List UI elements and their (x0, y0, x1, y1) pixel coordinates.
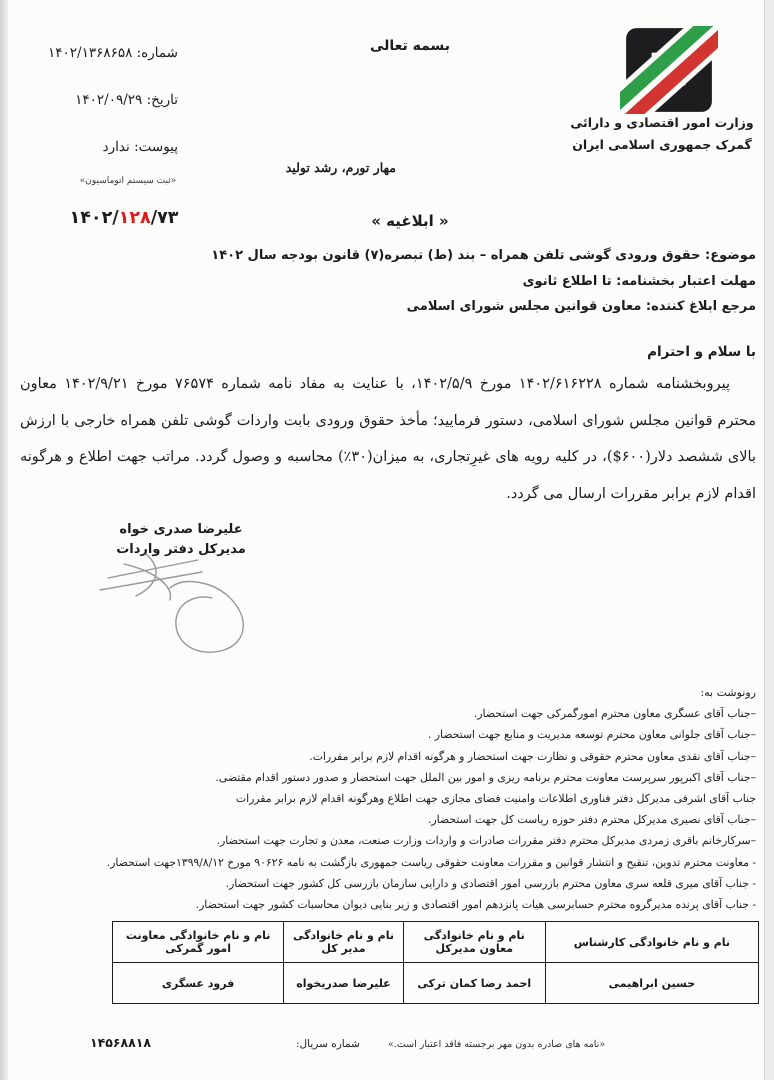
notice-number-part1: ۱۴۰۲/ (69, 208, 119, 228)
iran-customs-logo-icon (620, 26, 718, 114)
cc-section (14, 682, 756, 915)
letter-date-value: ۱۴۰۲/۰۹/۲۹ (75, 92, 143, 108)
organization-block (564, 112, 760, 156)
letter-number-label: شماره: (136, 45, 178, 61)
salutation: با سلام و احترام (647, 344, 756, 360)
cc-item: جناب آقای اشرفی مدیرکل دفتر فناوری اطلاعات وامنیت فضای مجازی جهت اطلاع وهرگونه اقدام لازم برابر مقررات (235, 792, 756, 806)
page-left-edge (0, 0, 8, 1080)
approval-table (112, 921, 759, 1004)
letter-date-label: تاریخ: (146, 92, 178, 108)
handwritten-signature (80, 548, 280, 658)
subject-block (18, 243, 756, 320)
approval-value-row (113, 963, 759, 1004)
cc-item: –سرکارخانم باقری زمردی مدیرکل محترم دفتر مقررات صادرات و واردات وزارت صنعت، معدن و تجارت جهت استحضار. (216, 834, 756, 848)
cc-item: –جناب آقای جلوانی معاون محترم توسعه مدیریت و منابع جهت استحضار . (427, 728, 756, 742)
attachment-label: پیوست: (134, 139, 178, 155)
page-right-edge (764, 0, 774, 1080)
value-customs-deputy: فرود عسگری (113, 963, 284, 1004)
letter-attachment-line (26, 124, 178, 171)
notice-title: « ابلاغیه » (371, 212, 449, 230)
serial-number-value: ۱۴۵۶۸۸۱۸ (90, 1035, 152, 1050)
letter-meta (26, 30, 178, 171)
basmala: بسمه تعالی (369, 38, 451, 54)
value-expert: حسین ابراهیمی (545, 963, 758, 1004)
serial-number-label: شماره سریال: (296, 1038, 360, 1050)
header-deputy-director: نام و نام خانوادگی معاون مدیرکل (403, 922, 545, 963)
header-customs-deputy: نام و نام خانوادگی معاونت امور گمرکی (113, 922, 284, 963)
cc-item: - معاونت محترم تدوین، تنقیح و انتشار قوانین و مقررات معاونت حقوقی ریاست جمهوری بازگشت به نامه ۹۰۶۲۶ مورخ ۱۳۹۹/۸/۱۲جهت استحضار. (106, 855, 756, 869)
cc-item: –جناب آقای عسگری معاون محترم امورگمرکی جهت استحضار. (473, 707, 756, 721)
body-paragraph: پیروبخشنامه شماره ۱۴۰۲/۶۱۶۲۲۸ مورخ ۱۴۰۲/۵/۹، با عنایت به مفاد نامه شماره ۷۶۵۷۴ مورخ ۱۴۰۲/۹/۲۱ معاون محترم قوانین مجلس شورای اسلامی، دستور فرمایید؛ مأخذ حقوق ورودی بابت واردات گوشی تلفن همراه خارجی با ارزش بالای ششصد دلار(۶۰۰$)، در کلیه رویه های غیرِتجاری، به میزان(۳۰٪) محاسبه و وصول گردد. مراتب جهت اطلاع و هرگونه اقدام لازم برابر مقررات ارسال می گردد. (20, 376, 756, 502)
issuing-authority-line: مرجع ابلاغ کننده: معاون قوانین مجلس شورای اسلامی (406, 299, 756, 314)
cc-item: - جناب آقای پرنده مدیرگروه محترم حسابرسی هیات پانزدهم امور اقتصادی و زیر بنایی دیوان محاسبات کشور جهت استحضار. (195, 898, 756, 912)
attachment-value: ندارد (102, 139, 130, 155)
cc-item: –جناب آقای نصیری مدیرکل محترم دفتر حوزه ریاست کل جهت استحضار. (427, 813, 756, 827)
year-slogan: مهار تورم، رشد تولید (285, 160, 396, 175)
header-expert: نام و نام خانوادگی کارشناس (545, 922, 758, 963)
footer-validity-note: «نامه های صادره بدون مهر برجسته فاقد اعتبار است.» (388, 1039, 606, 1050)
cc-item: - جناب آقای میری قلعه سری معاون محترم بازرسی امور اقتصادی و دارایی سازمان بازرسی کل کشور جهت استحضار. (225, 876, 756, 890)
value-director-general: علیرضا صدریخواه (284, 963, 404, 1004)
subject-line: موضوع: حقوق ورودی گوشی تلفن همراه – بند (ط) تبصره(۷) قانون بودجه سال ۱۴۰۲ (211, 248, 756, 263)
letter-number-value: ۱۴۰۲/۱۳۶۸۶۵۸ (48, 45, 133, 61)
organization-name: گمرک جمهوری اسلامی ایران (572, 137, 752, 152)
cc-heading: رونوشت به: (700, 686, 756, 699)
notice-number-part3: /۷۳ (150, 208, 179, 228)
cc-item: –جناب آقای اکبرپور سرپرست معاونت محترم برنامه ریزی و امور بین الملل جهت استحضار و صدور دستور اقدام مقتضی. (215, 770, 756, 784)
header-director-general: نام و نام خانوادگی مدیر کل (284, 922, 404, 963)
ministry-name: وزارت امور اقتصادی و دارائی (570, 115, 754, 130)
letter-number-line (26, 30, 178, 77)
value-deputy-director: احمد رضا کمان ترکی (403, 963, 545, 1004)
approval-header-row (113, 922, 759, 963)
letter-date-line (26, 77, 178, 124)
signatory-name: علیرضا صدری خواه (119, 522, 243, 537)
cc-item: –جناب آقای نقدی معاون محترم حقوقی و نظارت جهت استحضار و هرگونه اقدام لازم برابر مقررات. (309, 749, 756, 763)
validity-line: مهلت اعتبار بخشنامه: تا اطلاع ثانوی (522, 273, 756, 289)
notice-number (58, 208, 190, 228)
automation-note: «ثبت سیستم اتوماسیون» (79, 176, 177, 186)
signatory-title: مدیرکل دفتر واردات (116, 542, 246, 557)
notice-number-part2-red: ۱۲۸ (118, 208, 151, 228)
